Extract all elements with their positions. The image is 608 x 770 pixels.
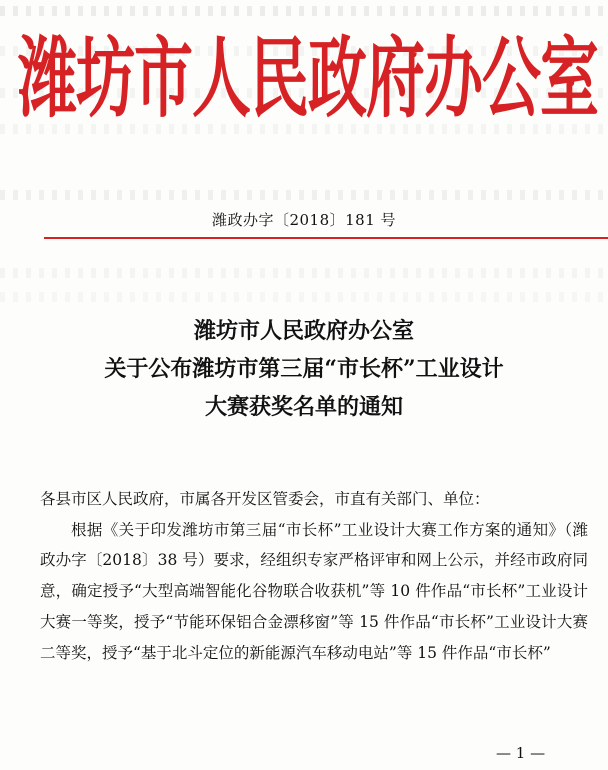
notice-body (40, 484, 588, 668)
issuer-header-title: 潍坊市人民政府办公室 (18, 29, 599, 128)
show-through-line (0, 292, 608, 302)
notice-title (0, 312, 608, 426)
body-paragraph: 根据《关于印发潍坊市第三届“市长杯”工业设计大赛工作方案的通知》（潍政办字〔2018〕38 号）要求，经组织专家严格评审和网上公示，并经市政府同意，确定授予“大型高端智能化谷物联合收获机”等 10 件作品“市长杯”工业设计大赛一等奖，授予“节能环保铝合金漂移窗”等 15 件作品“市长杯”工业设计大赛二等奖，授予“基于北斗定位的新能源汽车移动电站”等 15 件作品“市长杯” (40, 520, 588, 662)
salutation: 各县市区人民政府，市属各开发区管委会，市直有关部门、单位： (40, 490, 490, 508)
title-line-2: 关于公布潍坊市第三届“市长杯”工业设计 (104, 356, 504, 382)
title-line-1: 潍坊市人民政府办公室 (193, 318, 414, 344)
document-number: 潍政办字〔2018〕181 号 (211, 211, 397, 229)
title-line-3: 大赛获奖名单的通知 (204, 394, 403, 420)
page-number: — 1 — (496, 744, 546, 762)
red-separator-line (44, 237, 608, 239)
show-through-line (0, 190, 608, 200)
show-through-line (0, 268, 608, 278)
